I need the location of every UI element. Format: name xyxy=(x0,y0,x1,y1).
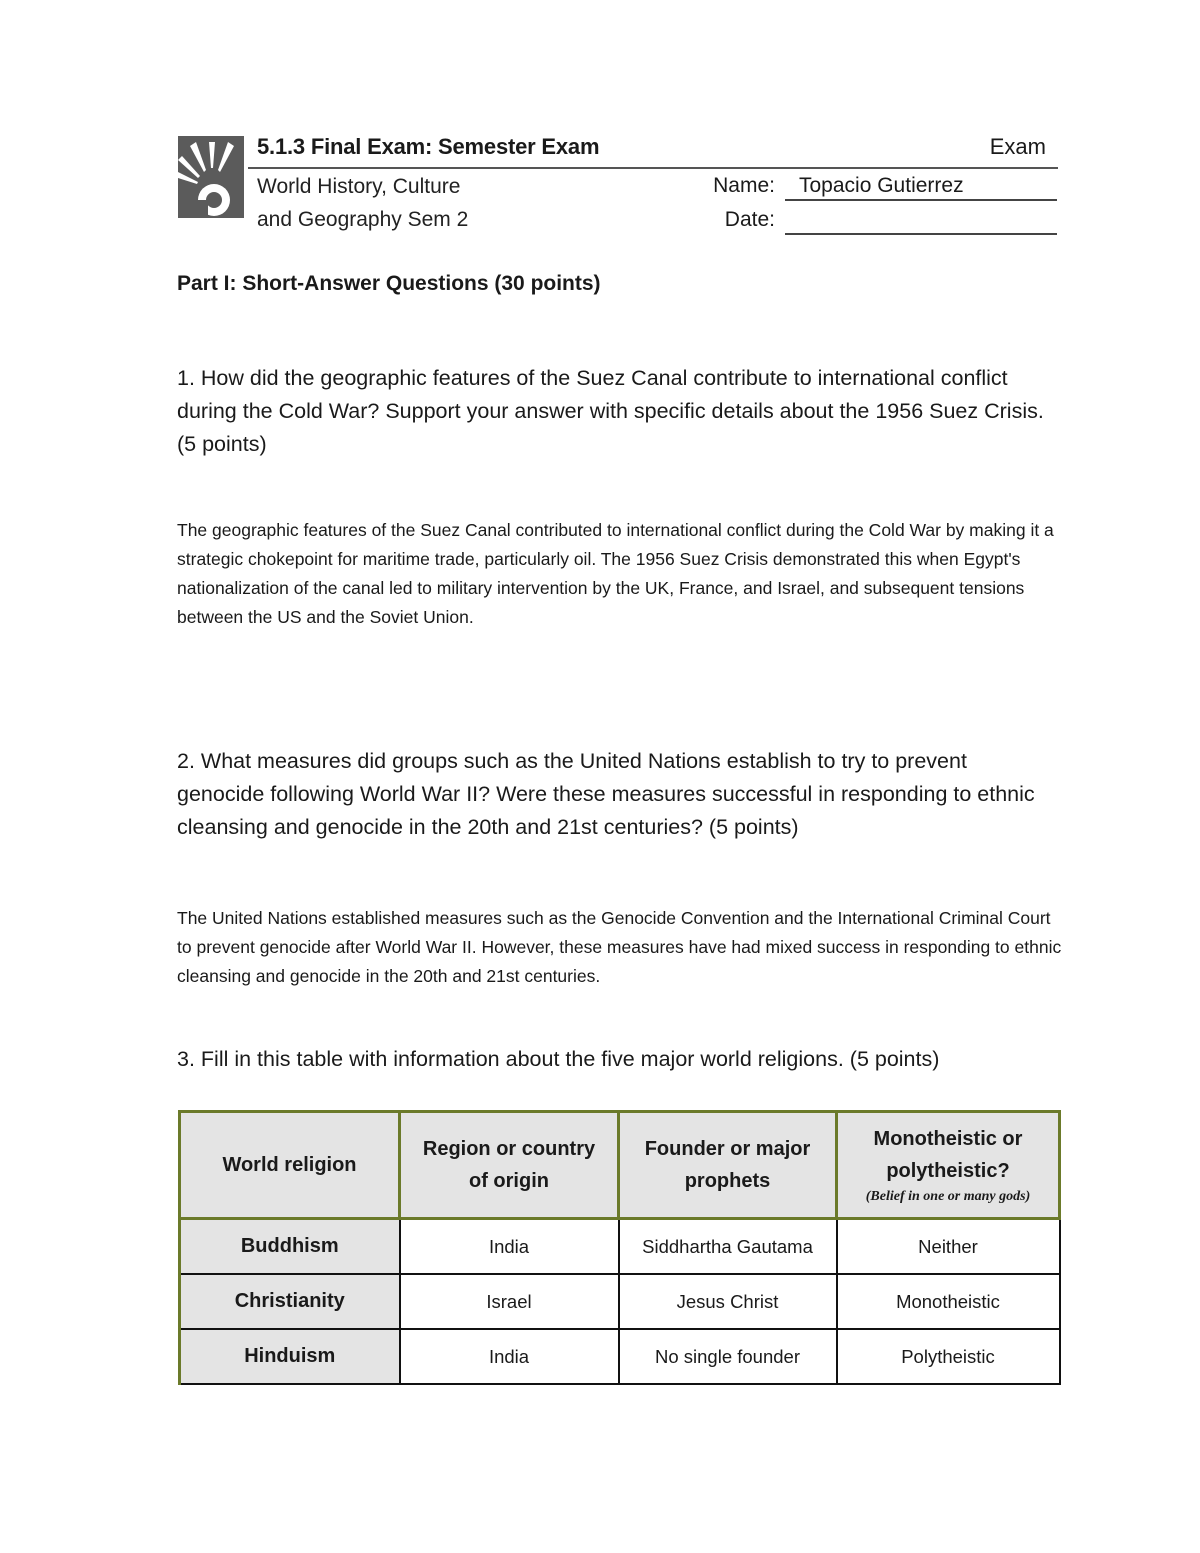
date-label: Date: xyxy=(724,208,775,231)
founder-cell[interactable]: Jesus Christ xyxy=(619,1274,837,1329)
course-name xyxy=(257,170,468,236)
region-cell[interactable]: Israel xyxy=(400,1274,619,1329)
table-row xyxy=(180,1219,1060,1275)
document-type: Exam xyxy=(989,134,1046,159)
course-line-2: and Geography Sem 2 xyxy=(257,208,469,231)
publisher-logo xyxy=(178,136,244,218)
founder-cell[interactable]: Siddhartha Gautama xyxy=(619,1219,837,1275)
religions-table xyxy=(178,1110,1061,1385)
religion-name: Hinduism xyxy=(180,1329,400,1384)
region-cell[interactable]: India xyxy=(400,1219,619,1275)
question-3-prompt: 3. Fill in this table with information about the five major world religions. (5 points) xyxy=(177,1047,940,1071)
table-row xyxy=(180,1329,1060,1384)
table-row xyxy=(180,1274,1060,1329)
founder-cell[interactable]: No single founder xyxy=(619,1329,837,1384)
course-line-1: World History, Culture xyxy=(257,175,461,198)
region-cell[interactable]: India xyxy=(400,1329,619,1384)
question-2-answer: The United Nations established measures such as the Genocide Convention and the International Criminal Court to prevent genocide after World War II. However, these measures have had mixed success in responding to ethnic cleansing and genocide in the 20th and 21st centuries. xyxy=(177,908,1062,986)
exam-title: 5.1.3 Final Exam: Semester Exam xyxy=(257,134,600,159)
belief-cell[interactable]: Polytheistic xyxy=(837,1329,1060,1384)
religion-name: Christianity xyxy=(180,1274,400,1329)
header-founder: Founder or major prophets xyxy=(619,1112,837,1219)
question-1-answer: The geographic features of the Suez Canal contributed to international conflict during the Cold War by making it a strategic chokepoint for maritime trade, particularly oil. The 1956 Suez Crisis demonstrated this when Egypt's nationalization of the canal led to military intervention by the UK, France, and Israel, and subsequent tensions between the US and the Soviet Union. xyxy=(177,520,1054,627)
section-title: Part I: Short-Answer Questions (30 points) xyxy=(177,272,601,295)
header-mono-poly xyxy=(837,1112,1060,1219)
question-2-prompt: 2. What measures did groups such as the United Nations establish to try to prevent genocide following World War II? Were these measures successful in responding to ethnic cleansing and genocide in the 20th and 21st centuries? (5 points) xyxy=(177,749,1035,839)
header-world-religion: World religion xyxy=(180,1112,400,1219)
name-field[interactable]: Topacio Gutierrez xyxy=(785,173,1057,201)
header-region-origin: Region or country of origin xyxy=(400,1112,619,1219)
religion-name: Buddhism xyxy=(180,1219,400,1275)
header-mono-poly-label: Monotheistic or polytheistic? xyxy=(873,1128,1023,1182)
date-field[interactable] xyxy=(785,207,1057,235)
table-header-row xyxy=(180,1112,1060,1219)
sunburst-logo-icon xyxy=(178,136,244,218)
header-mono-poly-note: (Belief in one or many gods) xyxy=(865,1189,1031,1204)
belief-cell[interactable]: Monotheistic xyxy=(837,1274,1060,1329)
name-label: Name: xyxy=(713,174,775,197)
question-1-prompt: 1. How did the geographic features of the Suez Canal contribute to international conflict during the Cold War? Support your answer with specific details about the 1956 Suez Crisis. (5 points) xyxy=(177,366,1044,456)
header-divider xyxy=(248,167,1058,169)
belief-cell[interactable]: Neither xyxy=(837,1219,1060,1275)
